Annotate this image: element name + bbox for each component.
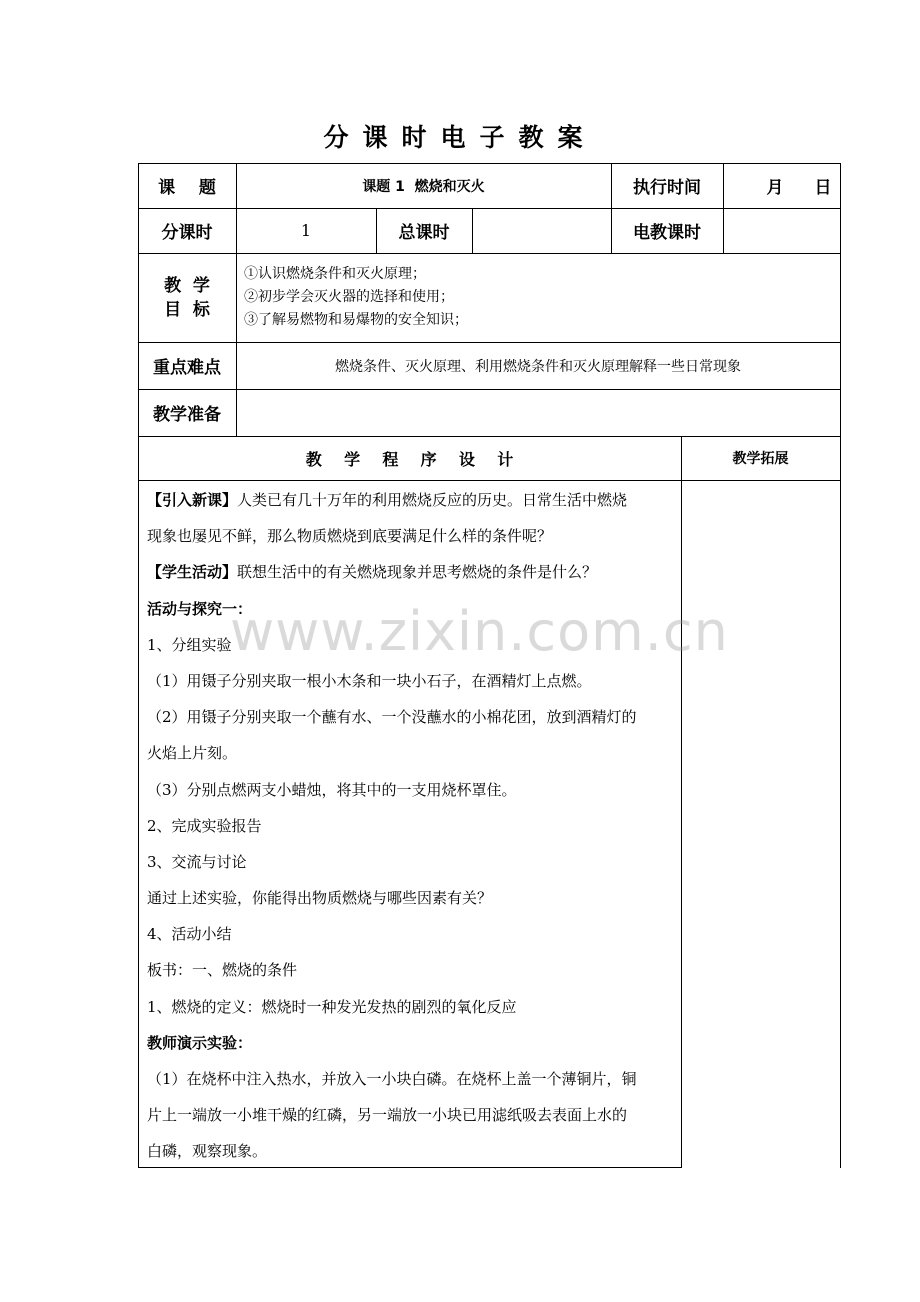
goals-label xyxy=(138,253,236,342)
goal-item: ①认识燃烧条件和灭火原理； xyxy=(244,266,426,282)
exec-month: 月 xyxy=(766,178,784,198)
body-line: 白磷，观察现象。 xyxy=(147,1142,268,1161)
design-title: 教 学 程 序 设 计 xyxy=(305,449,514,469)
exec-day: 日 xyxy=(814,178,832,198)
page-title: 分课时电子教案 xyxy=(323,123,597,152)
body-line: 4、活动小结 xyxy=(147,925,232,944)
goals-list xyxy=(244,263,468,332)
body-line: 板书：一、燃烧的条件 xyxy=(147,961,298,980)
body-line: 【学生活动】联想生活中的有关燃烧现象并思考燃烧的条件是什么？ xyxy=(147,563,598,582)
body-line: 片上一端放一小堆干燥的红磷，另一端放一小块已用滤纸吸去表面上水的 xyxy=(147,1106,628,1125)
body-line: 通过上述实验，你能得出物质燃烧与哪些因素有关？ xyxy=(147,889,493,908)
goal-item: ③了解易燃物和易爆物的安全知识； xyxy=(244,312,468,328)
topic-value: 课题 1 燃烧和灭火 xyxy=(362,178,485,195)
key-points-value: 燃烧条件、灭火原理、利用燃烧条件和灭火原理解释一些日常现象 xyxy=(335,358,741,375)
key-points-label: 重点难点 xyxy=(153,358,221,378)
body-line: （2）用镊子分别夹取一个蘸有水、一个没蘸水的小棉花团，放到酒精灯的 xyxy=(147,708,637,727)
watermark: www.zixin.com.cn xyxy=(230,600,729,663)
body-line: （1）用镊子分别夹取一根小木条和一块小石子，在酒精灯上点燃。 xyxy=(147,671,592,690)
table-border xyxy=(681,436,682,1168)
goals-label-top: 教 学 xyxy=(164,275,210,296)
body-line: 火焰上片刻。 xyxy=(147,744,238,763)
extension-label: 教学拓展 xyxy=(732,451,789,467)
lesson-value: 1 xyxy=(300,221,312,240)
body-line: 3、交流与讨论 xyxy=(147,852,247,871)
lesson-label: 分课时 xyxy=(161,223,213,243)
body-line: 1、燃烧的定义：燃烧时一种发光发热的剧烈的氧化反应 xyxy=(147,997,517,1016)
body-line: （3）分别点燃两支小蜡烛，将其中的一支用烧杯罩住。 xyxy=(147,780,517,799)
body-line: 【引入新课】人类已有几十万年的利用燃烧反应的历史。日常生活中燃烧 xyxy=(147,491,628,509)
body-line: 现象也屡见不鲜，那么物质燃烧到底要满足什么样的条件呢？ xyxy=(147,527,553,546)
body-line: （1）在烧杯中注入热水，并放入一小块白磷。在烧杯上盖一个薄铜片，铜 xyxy=(147,1070,637,1088)
elec-value xyxy=(723,208,840,253)
goal-item: ②初步学会灭火器的选择和使用； xyxy=(244,289,454,305)
total-label: 总课时 xyxy=(398,223,450,243)
topic-label: 课 题 xyxy=(158,178,216,198)
body-line: 教师演示实验： xyxy=(147,1033,253,1052)
body-line: 1、分组实验 xyxy=(147,635,232,654)
prep-value xyxy=(236,389,840,436)
goals-label-bottom: 目 标 xyxy=(164,299,210,320)
lesson-body xyxy=(147,487,677,1175)
table-border xyxy=(840,163,841,1168)
exec-time-label: 执行时间 xyxy=(633,178,701,198)
total-value xyxy=(472,208,611,253)
table-border xyxy=(138,480,841,481)
elec-label: 电教课时 xyxy=(633,223,701,243)
body-line: 活动与探究一： xyxy=(147,599,253,618)
prep-label: 教学准备 xyxy=(153,405,221,425)
body-line: 2、完成实验报告 xyxy=(147,816,262,835)
table-border xyxy=(138,253,841,254)
